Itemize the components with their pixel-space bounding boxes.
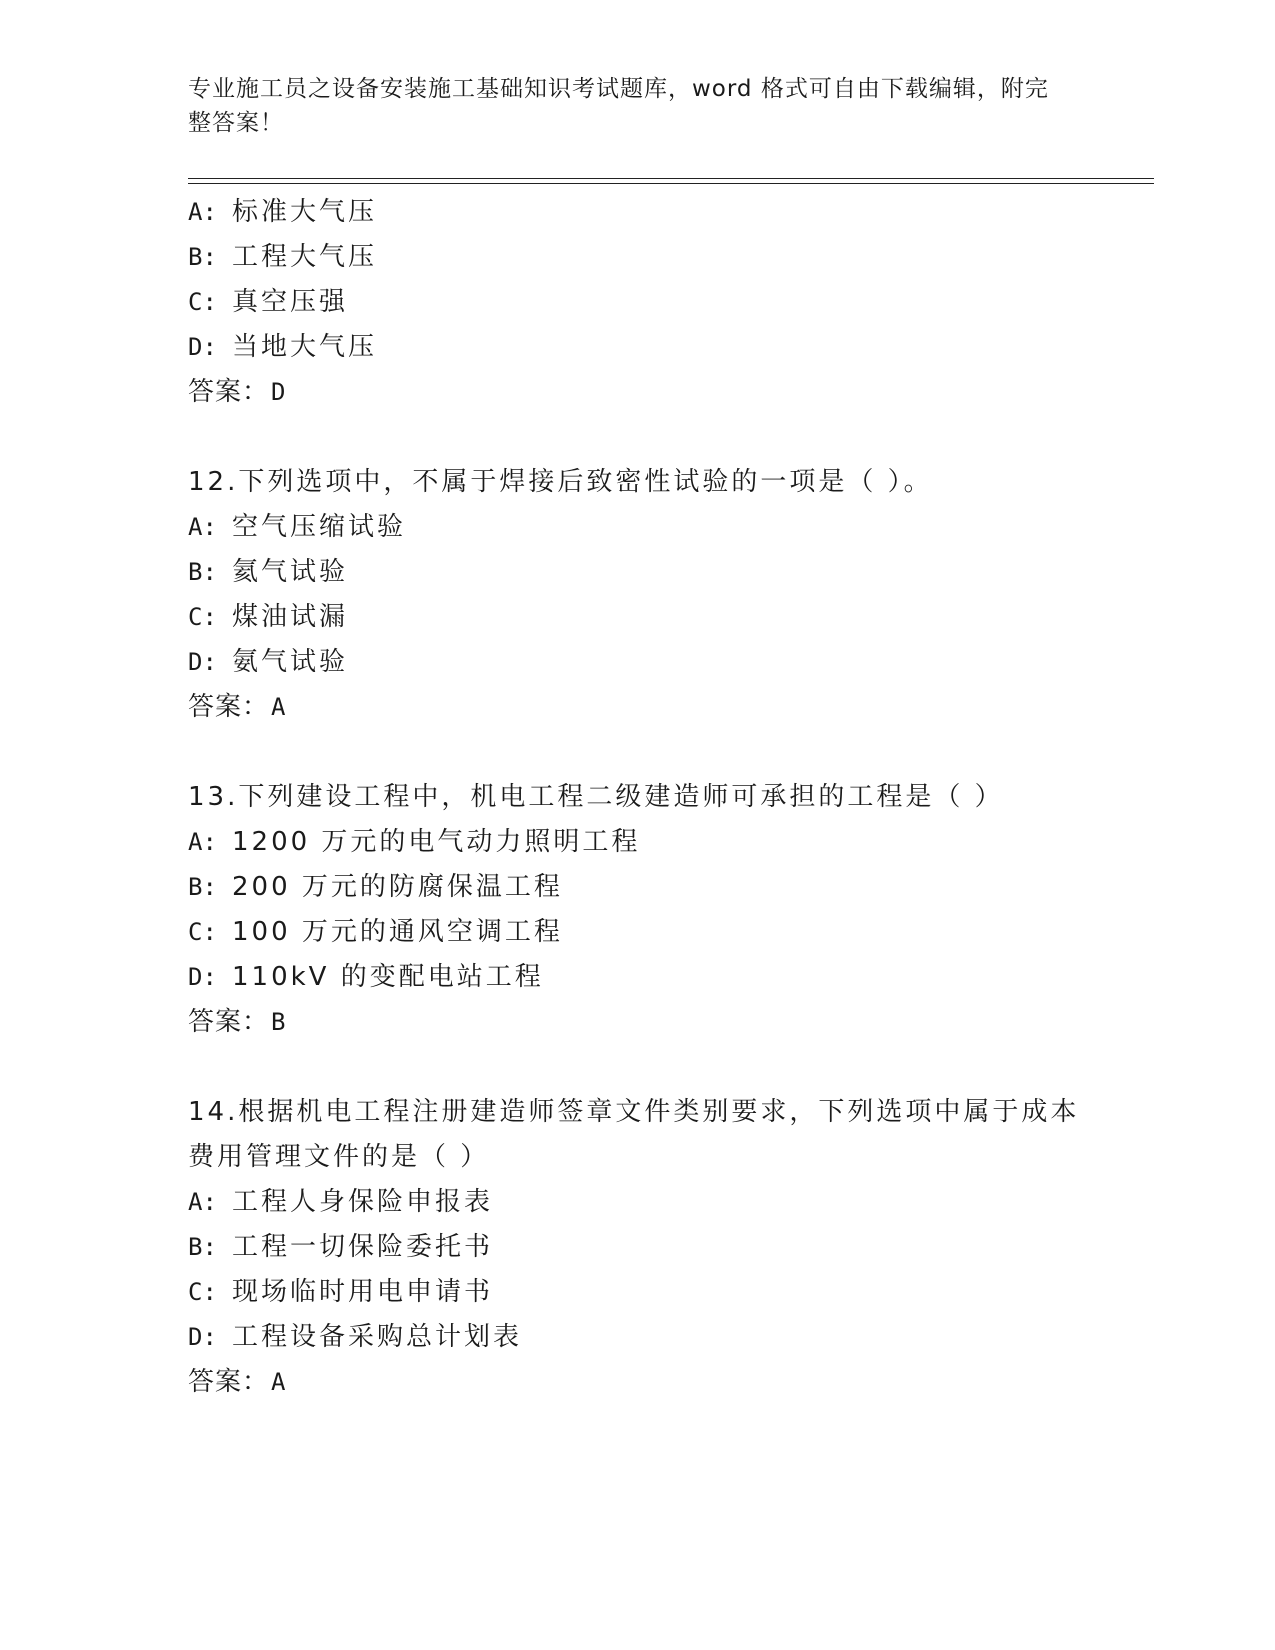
answer-line <box>188 1366 286 1398</box>
option-text: 200 万元的防腐保温工程 <box>232 872 563 902</box>
option-text: 100 万元的通风空调工程 <box>232 917 563 947</box>
option-text: 110kV 的变配电站工程 <box>232 962 544 992</box>
option-letter: C: <box>188 1278 217 1306</box>
option-row <box>188 1321 522 1353</box>
option-letter: D: <box>188 963 217 991</box>
option-text: 煤油试漏 <box>232 602 349 632</box>
option-letter: C: <box>188 288 217 316</box>
option-letter: D: <box>188 1323 217 1351</box>
question-line: 12.下列选项中，不属于焊接后致密性试验的一项是（ ）。 <box>188 467 933 497</box>
question-line: 14.根据机电工程注册建造师签章文件类别要求，下列选项中属于成本 <box>188 1097 1080 1127</box>
answer-line <box>188 376 286 408</box>
answer-value: D <box>271 378 287 406</box>
header-rule-bottom <box>188 183 1154 184</box>
option-row <box>188 826 640 858</box>
option-text: 工程人身保险申报表 <box>232 1187 494 1217</box>
option-row <box>188 196 377 228</box>
document-header <box>188 72 1068 140</box>
option-letter: B: <box>188 873 217 901</box>
option-row <box>188 286 348 318</box>
option-letter: D: <box>188 648 217 676</box>
option-row <box>188 646 348 678</box>
option-letter: A: <box>188 828 217 856</box>
option-letter: A: <box>188 198 217 226</box>
option-letter: B: <box>188 1233 217 1261</box>
option-letter: D: <box>188 333 217 361</box>
answer-line <box>188 1006 286 1038</box>
option-text: 现场临时用电申请书 <box>232 1277 494 1307</box>
option-letter: B: <box>188 243 217 271</box>
answer-label: 答案： <box>188 692 270 722</box>
question-line: 费用管理文件的是（ ） <box>188 1142 490 1172</box>
option-text: 氦气试验 <box>232 557 349 587</box>
option-text: 真空压强 <box>232 287 349 317</box>
question-text <box>188 1096 1079 1128</box>
option-row <box>188 1231 493 1263</box>
option-letter: C: <box>188 603 217 631</box>
answer-label: 答案： <box>188 1367 270 1397</box>
answer-value: A <box>271 693 287 721</box>
answer-value: A <box>271 1368 287 1396</box>
option-text: 工程一切保险委托书 <box>232 1232 494 1262</box>
option-letter: B: <box>188 558 217 586</box>
option-text: 工程设备采购总计划表 <box>232 1322 523 1352</box>
header-title: 专业施工员之设备安装施工基础知识考试题库，word 格式可自由下载编辑，附完整答案！ <box>188 76 1049 136</box>
question-line: 13.下列建设工程中，机电工程二级建造师可承担的工程是（ ） <box>188 782 1004 812</box>
question-text <box>188 781 1004 813</box>
option-text: 氨气试验 <box>232 647 349 677</box>
answer-value: B <box>271 1008 287 1036</box>
answer-label: 答案： <box>188 377 270 407</box>
option-text: 工程大气压 <box>232 242 378 272</box>
option-row <box>188 331 377 363</box>
option-row <box>188 511 406 543</box>
answer-line <box>188 691 286 723</box>
option-text: 空气压缩试验 <box>232 512 407 542</box>
option-row <box>188 1186 493 1218</box>
option-row <box>188 871 563 903</box>
option-row <box>188 961 544 993</box>
option-row <box>188 1276 493 1308</box>
option-row <box>188 556 348 588</box>
answer-label: 答案： <box>188 1007 270 1037</box>
option-letter: A: <box>188 1188 217 1216</box>
option-row <box>188 916 563 948</box>
option-text: 当地大气压 <box>232 332 378 362</box>
option-text: 标准大气压 <box>232 197 378 227</box>
header-rule-top <box>188 178 1154 179</box>
question-text <box>188 466 933 498</box>
option-letter: A: <box>188 513 217 541</box>
option-letter: C: <box>188 918 217 946</box>
option-row <box>188 601 348 633</box>
option-text: 1200 万元的电气动力照明工程 <box>232 827 641 857</box>
question-text-continued <box>188 1141 489 1173</box>
option-row <box>188 241 377 273</box>
